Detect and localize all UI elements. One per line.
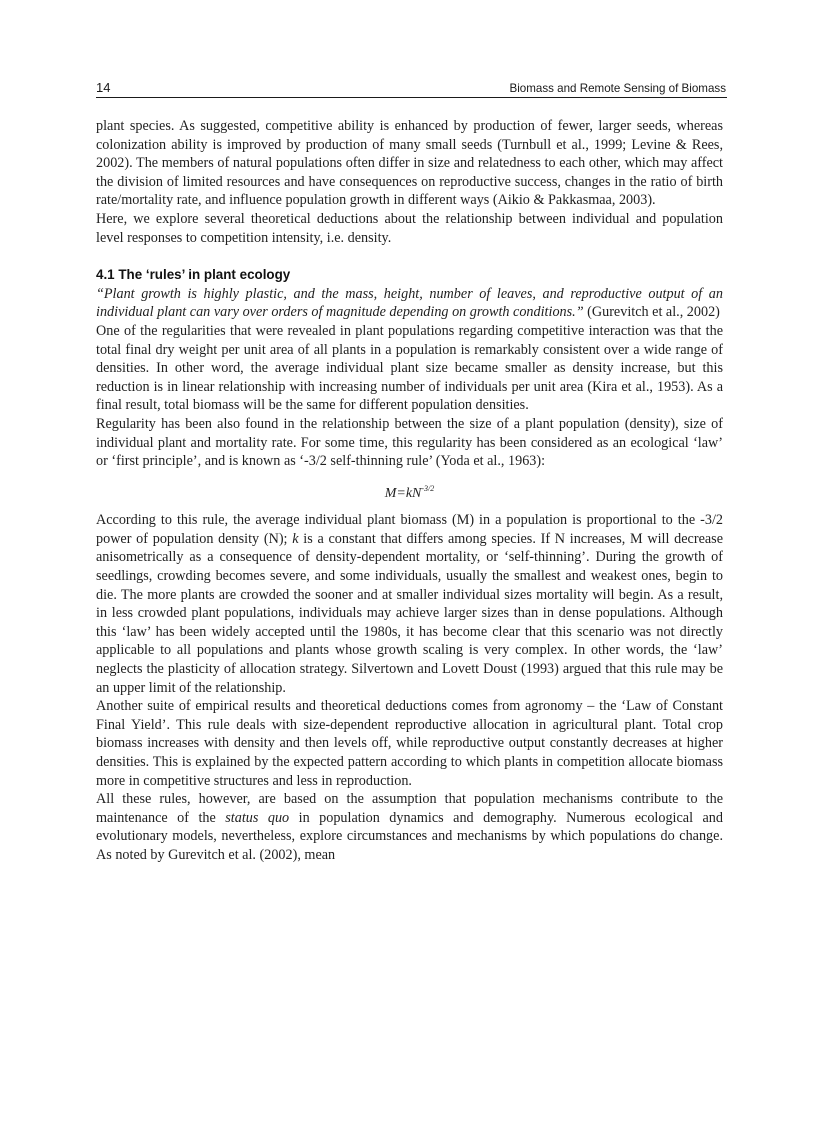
spacer [96, 247, 723, 266]
paragraph-regularities: One of the regularities that were revealed in plant populations regarding competitive interaction was that the total final dry weight per unit area of all plants in a population is remarkably consistent over a wide range of densities. In other word, the average individual plant size became smaller as density increase, but this reduction is in linear relationship with increasing number of individuals per unit area (Kira et al., 1953). As a final result, total biomass will be the same for different population densities. [96, 322, 723, 414]
epigraph-quote: “Plant growth is highly plastic, and the mass, height, number of leaves, and reproductive output of an individual plant can vary over orders of magnitude depending on growth conditions.” [96, 285, 723, 321]
epigraph [96, 285, 723, 322]
text-run: All these rules, however, are based on the assumption that population mechanisms contribute to the maintenance of the [96, 791, 723, 826]
paragraph-self-thinning: Regularity has been also found in the relationship between the size of a plant population (density), size of individual plant and mortality rate. For some time, this regularity has been considered as an ecological ‘law’ or ‘first principle’, and is known as ‘-3/2 self-thinning rule’ (Yoda et al., 1963): [96, 415, 723, 470]
paragraph-all-rules [96, 790, 723, 864]
text-run: in population dynamics and demography. Numerous ecological and evolutionary models, nevertheless, explore circumstances and mechanisms by which populations do change. As noted by Gurevitch et al. (2002), mean [96, 809, 723, 863]
paragraph-rule-explanation [96, 511, 723, 697]
text-run: According to this rule, the average individual plant biomass (M) in a population is proportional to the -3/2 power of population density (N); [96, 512, 723, 547]
constant-k: k [292, 530, 299, 547]
text-run: is a constant that differs among species. If N increases, M will decrease anisometrically as a consequence of density-dependent mortality, or ‘self-thinning’. During the growth of seedlings, crowding becomes severe, and some individuals, usually the smallest and weakest ones, begin to die. The more plants are crowded the sooner and at smaller individual sizes mortality will begin. As a result, in less crowded plant populations, individuals may achieve larger sizes than in dense populations. Although this ‘law’ has been widely accepted until the 1980s, it has become clear that this scenario was not directly applicable to all populations and plants whose growth scaling is very complex. In other words, the ‘law’ neglects the plasticity of allocation strategy. Silvertown and Lovett Doust (1993) argued that this rule may be an upper limit of the relationship. [96, 530, 723, 696]
equation [96, 480, 723, 504]
paragraph-intro: plant species. As suggested, competitive ability is enhanced by production of fewer, larger seeds, whereas colonization ability is improved by production of many small seeds (Turnbull et al., 1999; Levine & Rees, 2002). The members of natural populations often differ in size and relatedness to each other, which may affect the division of limited resources and have consequences on reproductive success, changes in the ratio of birth rate/mortality rate, and influence population growth in different ways (Aikio & Pakkasmaa, 2003). [96, 118, 723, 209]
body-text [96, 117, 723, 865]
equation-exponent: -3/2 [421, 483, 435, 493]
paragraph-explore: Here, we explore several theoretical deductions about the relationship between individual and population level responses to competition intensity, i.e. density. [96, 210, 723, 246]
section-heading: 4.1 The ‘rules’ in plant ecology [96, 267, 291, 283]
status-quo: status quo [225, 809, 290, 826]
equation-base: M=kN [384, 485, 422, 501]
paragraph-constant-final-yield: Another suite of empirical results and theoretical deductions comes from agronomy – the ‘Law of Constant Final Yield’. This rule deals with size-dependent reproductive allocation in agricultural plant. Total crop biomass increases with density and then levels off, while reproductive output constantly decreases at higher densities. This is explained by the expected pattern according to which plants in competition allocate biomass more in competitive structures and less in reproduction. [96, 698, 723, 789]
running-title: Biomass and Remote Sensing of Biomass [509, 82, 726, 95]
page-number: 14 [96, 80, 111, 95]
epigraph-citation: (Gurevitch et al., 2002) [583, 304, 720, 321]
running-header [96, 79, 727, 98]
